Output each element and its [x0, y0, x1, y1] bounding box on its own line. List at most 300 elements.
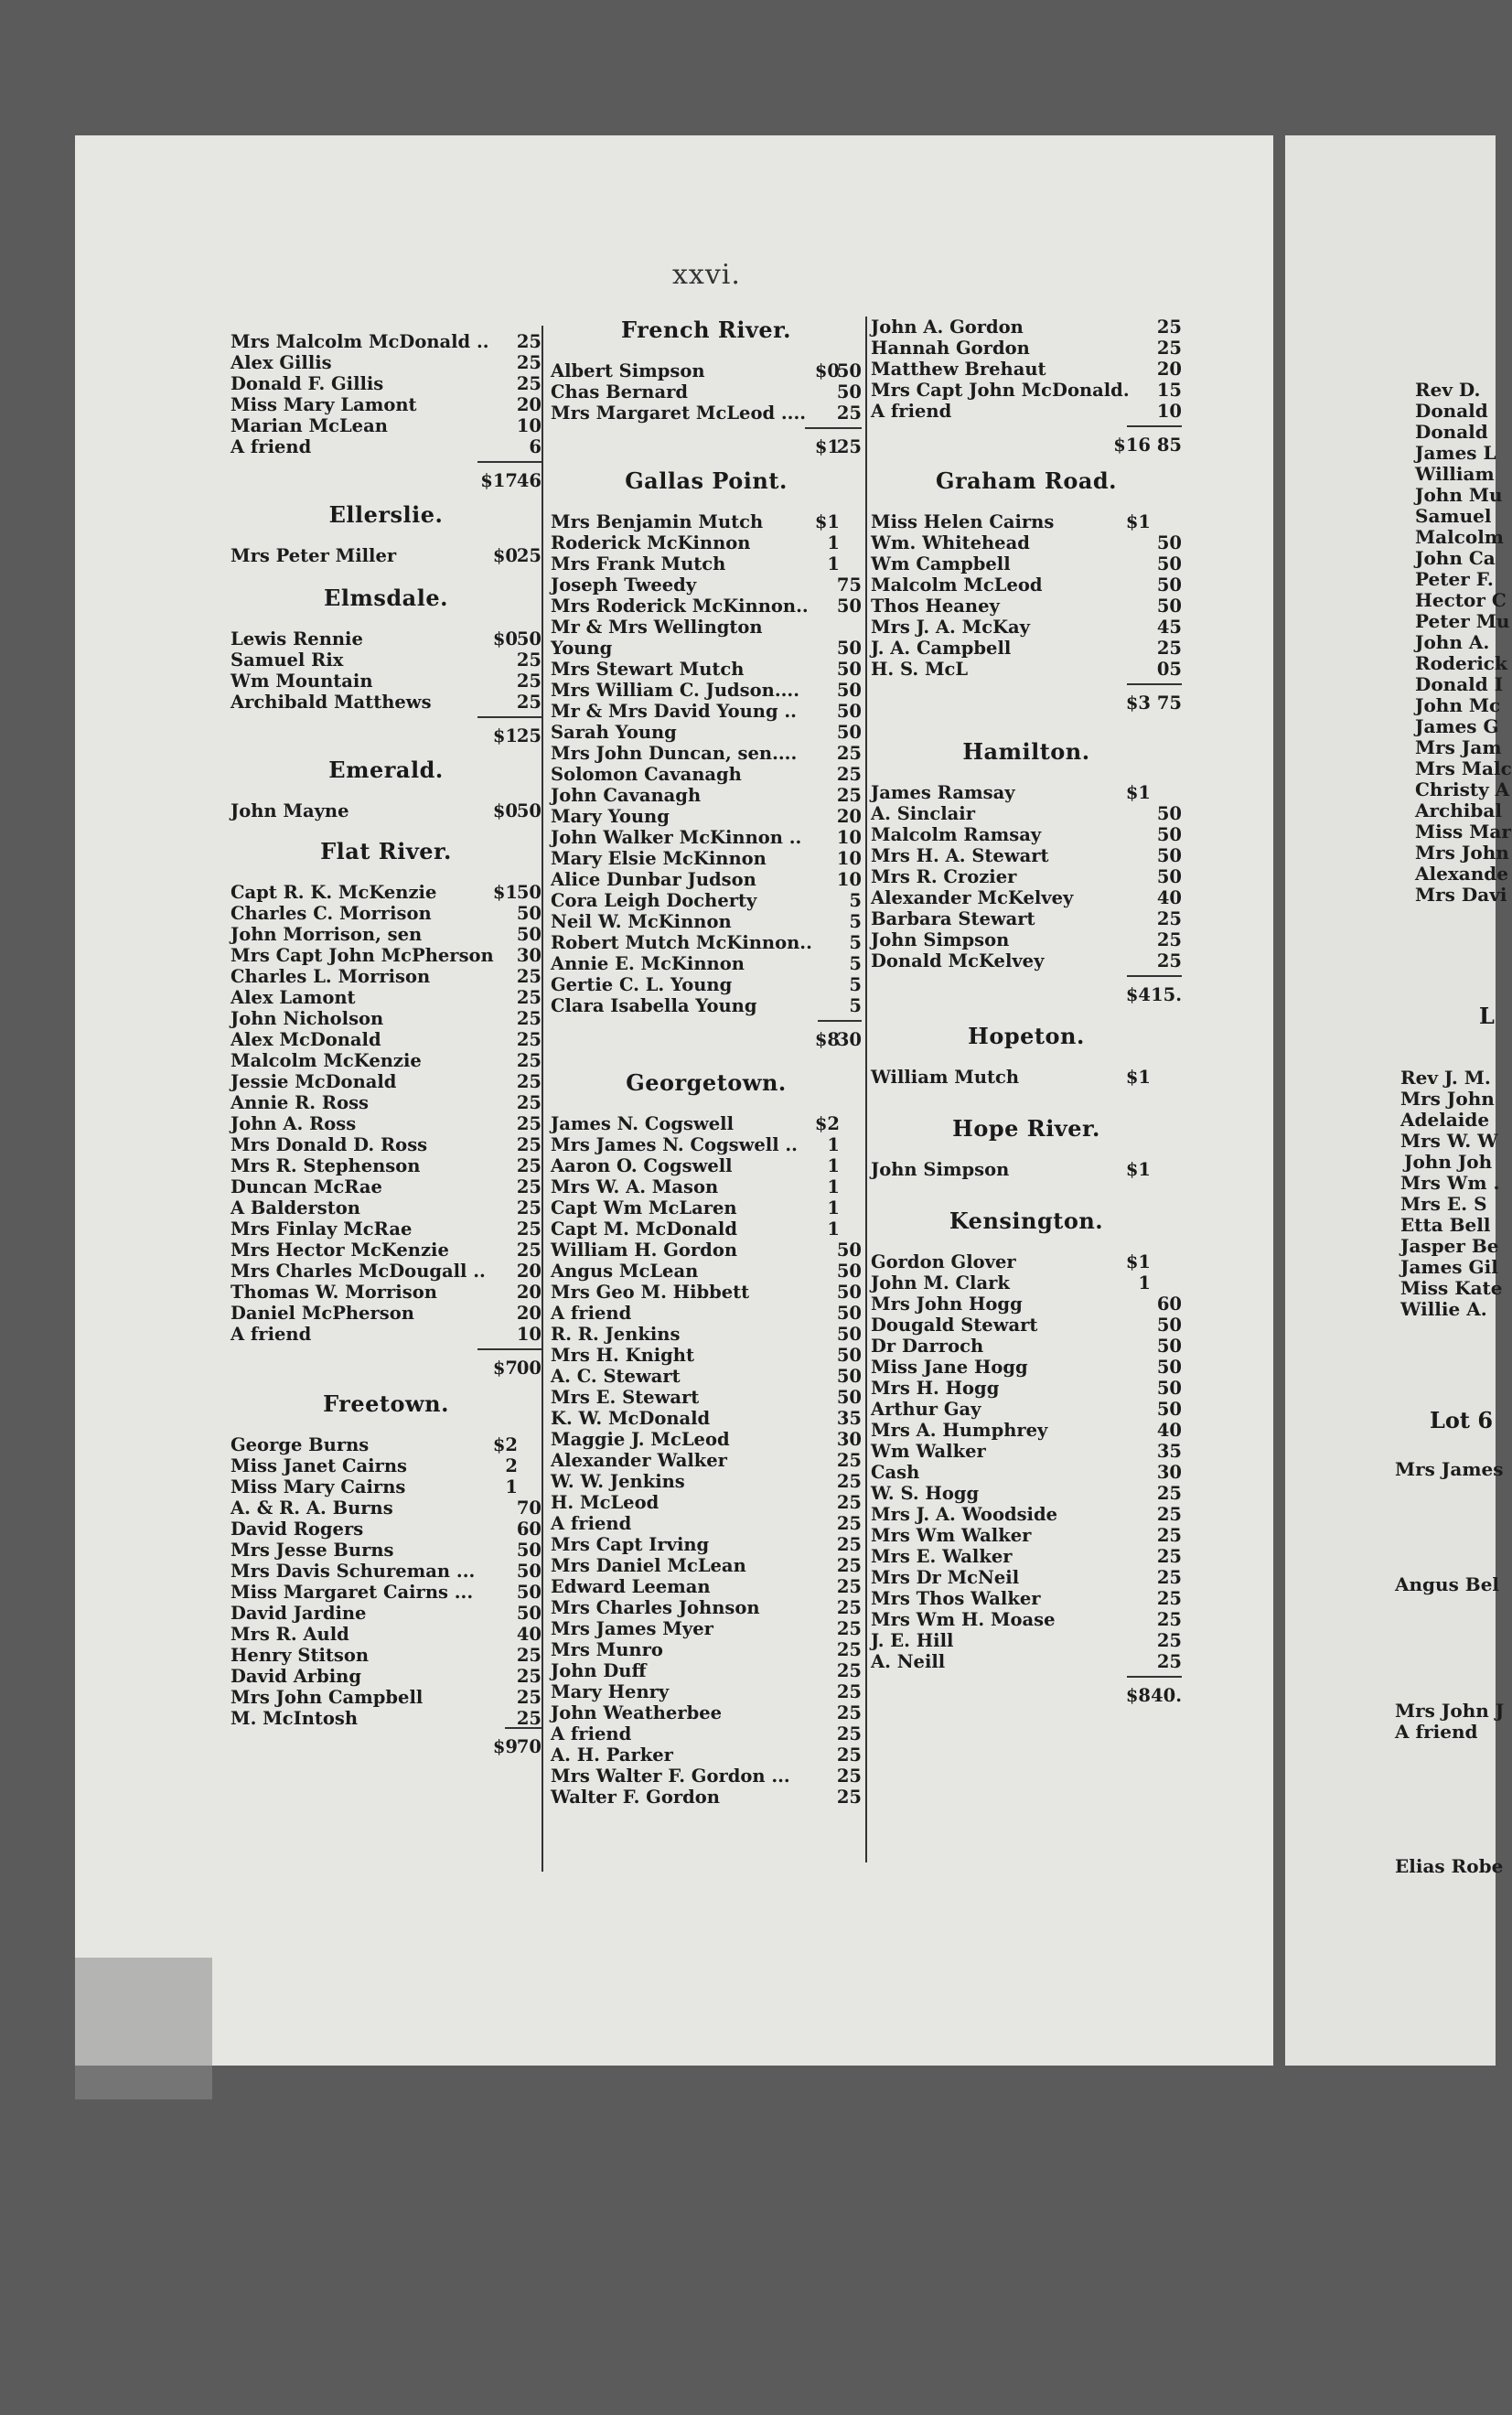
section-heading: Hope River.	[952, 1115, 1100, 1142]
list-item: Roderick	[1415, 652, 1507, 674]
donor-name: Alexander Walker	[551, 1450, 727, 1471]
donor-name: Mary Elsie McKinnon	[551, 848, 767, 869]
list-item	[871, 887, 1182, 909]
donor-name: Alice Dunbar Judson	[551, 869, 756, 890]
total-cents: 70	[516, 1736, 542, 1757]
donor-name: Young	[551, 638, 613, 659]
list-item	[871, 1067, 1182, 1089]
list-item	[551, 827, 862, 849]
list-item: Mrs Jam	[1415, 736, 1502, 758]
list-item	[551, 381, 862, 403]
amount-cents: 25	[516, 1197, 542, 1218]
donor-name: Mrs John Duncan, sen....	[551, 743, 798, 764]
list-item	[551, 701, 862, 723]
donor-name: Sarah Young	[551, 722, 677, 743]
list-item	[551, 360, 862, 382]
donor-name: Daniel McPherson	[231, 1303, 414, 1324]
list-item	[551, 1324, 862, 1346]
list-item	[551, 638, 862, 660]
donor-name: Thomas W. Morrison	[231, 1282, 437, 1303]
amount-cents: 50	[836, 722, 862, 743]
amount-cents: 50	[836, 701, 862, 722]
amount-cents: 5	[849, 974, 862, 995]
list-item	[871, 1378, 1182, 1400]
list-item	[871, 1567, 1182, 1589]
donor-name: M. McIntosh	[231, 1708, 359, 1729]
list-item	[231, 1324, 542, 1346]
amount-dollars: 1	[827, 1155, 840, 1176]
amount-cents: 25	[516, 1008, 542, 1029]
list-item	[551, 1723, 862, 1745]
donor-name: Gordon Glover	[871, 1251, 1016, 1272]
list-item: Christy A	[1415, 778, 1510, 800]
donor-name: Mrs R. Auld	[231, 1624, 349, 1645]
donor-name: Mrs Roderick McKinnon..	[551, 596, 809, 617]
amount-cents: 10	[836, 827, 862, 848]
donor-name: Wm Mountain	[231, 671, 373, 692]
list-item	[231, 945, 542, 967]
donor-name: Archibald Matthews	[231, 692, 432, 713]
section-total	[231, 1736, 542, 1760]
donor-name: Charles C. Morrison	[231, 903, 432, 924]
donor-name: J. E. Hill	[871, 1630, 954, 1651]
amount-cents: 50	[516, 800, 542, 821]
donor-name: Jessie McDonald	[231, 1071, 397, 1092]
list-item	[551, 785, 862, 807]
total-dollars: $8	[814, 1029, 840, 1050]
total-cents: 85	[1156, 435, 1182, 456]
section-total	[551, 436, 862, 460]
amount-dollars: 1	[1138, 1272, 1151, 1293]
donor-name: Neil W. McKinnon	[551, 911, 732, 932]
donor-name: Malcolm McLeod	[871, 574, 1043, 596]
list-item	[551, 617, 862, 639]
list-item: Peter Mu	[1415, 610, 1510, 632]
list-item	[871, 317, 1182, 338]
donor-name: A. Neill	[871, 1651, 946, 1672]
list-item	[231, 1624, 542, 1646]
list-item: John Joh	[1404, 1151, 1493, 1173]
amount-cents: 25	[836, 1555, 862, 1576]
amount-cents: 50	[1156, 824, 1182, 845]
amount-cents: 20	[836, 806, 862, 827]
amount-cents: 10	[1156, 401, 1182, 422]
list-item: James L	[1415, 442, 1496, 464]
amount-cents: 50	[836, 680, 862, 701]
donor-name: Thos Heaney	[871, 596, 1000, 617]
list-item	[551, 1155, 862, 1177]
list-item	[231, 1603, 542, 1625]
donor-name: Mrs Charles Johnson	[551, 1597, 760, 1618]
total-cents: 00	[516, 1358, 542, 1379]
amount-cents: 50	[1156, 532, 1182, 553]
list-item	[551, 402, 862, 424]
donor-name: Alex Lamont	[231, 987, 356, 1008]
donor-name: Mrs James Myer	[551, 1618, 713, 1639]
amount-cents: 50	[516, 882, 542, 903]
amount-cents: 25	[1156, 1483, 1182, 1504]
list-item: Rev J. M.	[1400, 1067, 1491, 1089]
donor-name: Miss Janet Cairns	[231, 1455, 407, 1476]
list-item: William	[1415, 463, 1495, 485]
column-2	[551, 317, 862, 1872]
donor-name: Gertie C. L. Young	[551, 974, 733, 995]
list-item	[231, 987, 542, 1009]
amount-cents: 25	[516, 1050, 542, 1071]
donor-name: Barbara Stewart	[871, 908, 1035, 929]
amount-cents: 15	[1156, 380, 1182, 401]
amount-cents: 50	[516, 1582, 542, 1603]
amount-cents: 50	[516, 1540, 542, 1561]
donor-name: Robert Mutch McKinnon..	[551, 932, 812, 953]
amount-cents: 25	[1156, 638, 1182, 659]
list-item	[231, 1155, 542, 1177]
list-item	[551, 1450, 862, 1472]
list-item	[551, 1218, 862, 1240]
amount-cents: 25	[836, 1534, 862, 1555]
amount-cents: 25	[516, 1113, 542, 1134]
list-item	[871, 1651, 1182, 1673]
list-item	[871, 1609, 1182, 1631]
amount-cents: 25	[836, 1660, 862, 1681]
donor-name: Alex Gillis	[231, 352, 332, 373]
list-item: Mrs John	[1415, 842, 1509, 864]
amount-cents: 25	[1156, 338, 1182, 359]
amount-cents: 25	[516, 692, 542, 713]
list-item: Mrs E. S	[1400, 1193, 1487, 1215]
donor-name: Mrs E. Walker	[871, 1546, 1013, 1567]
donor-name: Mrs Wm H. Moase	[871, 1609, 1056, 1630]
donor-name: Matthew Brehaut	[871, 359, 1046, 380]
list-item: John Ca	[1415, 547, 1496, 569]
donor-name: Duncan McRae	[231, 1176, 382, 1197]
donor-name: Mrs H. Hogg	[871, 1378, 1000, 1399]
amount-cents: 50	[836, 1324, 862, 1345]
donor-name: Chas Bernard	[551, 381, 688, 402]
amount-cents: 50	[1156, 866, 1182, 887]
list-item: Willie A.	[1400, 1298, 1487, 1320]
total-rule	[1127, 683, 1182, 685]
list-item	[551, 764, 862, 786]
list-item: Mrs Wm .	[1400, 1172, 1500, 1194]
donor-name: H. McLeod	[551, 1492, 659, 1513]
amount-dollars: $0	[492, 800, 518, 821]
total-cents: 25	[516, 725, 542, 746]
section-heading: Kensington.	[949, 1208, 1104, 1234]
amount-cents: 25	[516, 1029, 542, 1050]
donor-name: David Rogers	[231, 1519, 364, 1540]
amount-dollars: $2	[492, 1434, 518, 1455]
donor-name: Malcolm Ramsay	[871, 824, 1042, 845]
donor-name: Mrs Finlay McRae	[231, 1218, 413, 1240]
list-item	[231, 1261, 542, 1283]
donor-name: William H. Gordon	[551, 1240, 737, 1261]
amount-cents: 35	[836, 1408, 862, 1429]
amount-cents: 50	[836, 381, 862, 402]
section-total	[231, 1358, 542, 1381]
amount-cents: 20	[516, 1261, 542, 1282]
list-item	[231, 1050, 542, 1072]
donor-name: Mrs John Campbell	[231, 1687, 424, 1708]
section-total	[231, 725, 542, 749]
list-item	[871, 1420, 1182, 1442]
list-item: Hector C	[1415, 589, 1507, 611]
total-cents: 30	[836, 1029, 862, 1050]
list-item	[871, 359, 1182, 381]
amount-cents: 20	[516, 1303, 542, 1324]
list-item	[871, 574, 1182, 596]
list-item: Miss Kate	[1400, 1277, 1503, 1299]
total-rule	[477, 1348, 542, 1350]
total-rule	[805, 427, 862, 429]
list-item: Rev D.	[1415, 379, 1481, 401]
list-item	[551, 1513, 862, 1535]
section-heading: Emerald.	[328, 757, 444, 783]
list-item: James Gil	[1400, 1256, 1498, 1278]
list-item: Elias Robe	[1395, 1855, 1504, 1877]
list-item	[551, 1134, 862, 1156]
donor-name: John A. Gordon	[871, 317, 1024, 338]
donor-name: Solomon Cavanagh	[551, 764, 742, 785]
amount-cents: 25	[1156, 950, 1182, 971]
amount-cents: 25	[836, 1639, 862, 1660]
list-item	[231, 1134, 542, 1156]
amount-cents: 50	[516, 1561, 542, 1582]
section-heading: Elmsdale.	[324, 585, 448, 611]
list-item	[231, 1561, 542, 1583]
donor-name: Mrs Capt Irving	[551, 1534, 710, 1555]
list-item	[231, 1008, 542, 1030]
amount-cents: 25	[1156, 1588, 1182, 1609]
amount-dollars: 1	[827, 1197, 840, 1218]
donor-name: David Jardine	[231, 1603, 367, 1624]
list-item: Alexande	[1415, 863, 1508, 885]
amount-cents: 25	[516, 1155, 542, 1176]
amount-cents: 5	[849, 890, 862, 911]
donor-name: William Mutch	[871, 1067, 1020, 1088]
amount-cents: 50	[516, 924, 542, 945]
donor-name: A. Sinclair	[871, 803, 975, 824]
section-total	[871, 984, 1182, 1008]
amount-dollars: 1	[827, 532, 840, 553]
donor-name: Mrs Wm Walker	[871, 1525, 1032, 1546]
donor-name: Mrs Hector McKenzie	[231, 1240, 449, 1261]
amount-cents: 10	[516, 415, 542, 436]
amount-cents: 50	[836, 1261, 862, 1282]
donor-name: Marian McLean	[231, 415, 388, 436]
donor-name: Angus McLean	[551, 1261, 699, 1282]
amount-cents: 25	[516, 1092, 542, 1113]
list-item: Archibal	[1415, 800, 1502, 821]
amount-cents: 50	[1156, 553, 1182, 574]
amount-cents: 25	[836, 785, 862, 806]
list-item	[551, 1471, 862, 1493]
list-item	[231, 649, 542, 671]
donor-name: Mrs Benjamin Mutch	[551, 511, 764, 532]
donor-name: Mrs H. A. Stewart	[871, 845, 1049, 866]
amount-dollars: 1	[827, 1218, 840, 1240]
donor-name: Wm. Whitehead	[871, 532, 1030, 553]
amount-cents: 30	[1156, 1462, 1182, 1483]
list-item	[871, 1399, 1182, 1421]
list-item	[231, 903, 542, 925]
donor-name: Mrs John Hogg	[871, 1293, 1023, 1315]
amount-cents: 50	[836, 1240, 862, 1261]
section-total	[231, 470, 542, 494]
donor-name: David Arbing	[231, 1666, 361, 1687]
list-item	[231, 924, 542, 946]
donor-name: John Mayne	[231, 800, 349, 821]
donor-name: John A. Ross	[231, 1113, 357, 1134]
donor-name: James Ramsay	[871, 782, 1015, 803]
donor-name: K. W. McDonald	[551, 1408, 711, 1429]
list-item	[871, 1159, 1182, 1181]
list-item	[871, 1251, 1182, 1273]
donor-name: John Cavanagh	[551, 785, 702, 806]
amount-cents: 30	[516, 945, 542, 966]
list-item: John Mu	[1415, 484, 1503, 506]
amount-dollars: 1	[505, 1476, 518, 1497]
list-item	[551, 532, 862, 554]
column-1	[231, 331, 542, 1841]
amount-cents: 40	[516, 1624, 542, 1645]
amount-cents: 50	[836, 1366, 862, 1387]
amount-cents: 25	[516, 1645, 542, 1666]
donor-name: Mrs Munro	[551, 1639, 663, 1660]
list-item: Mrs Malc	[1415, 757, 1512, 779]
list-item	[231, 1282, 542, 1304]
list-item	[551, 1681, 862, 1703]
donor-name: Mrs Frank Mutch	[551, 553, 726, 574]
list-item	[551, 574, 862, 596]
amount-dollars: $0	[492, 628, 518, 649]
amount-cents: 25	[516, 1687, 542, 1708]
amount-dollars: $2	[814, 1113, 840, 1134]
amount-cents: 25	[836, 1744, 862, 1766]
amount-cents: 25	[836, 1576, 862, 1597]
donor-name: A. C. Stewart	[551, 1366, 681, 1387]
amount-cents: 05	[1156, 659, 1182, 680]
list-item	[231, 1240, 542, 1261]
amount-cents: 20	[1156, 359, 1182, 380]
list-item	[551, 511, 862, 533]
list-item	[231, 1645, 542, 1667]
total-dollars: $1	[492, 725, 518, 746]
donor-name: W. S. Hogg	[871, 1483, 980, 1504]
donor-name: Mary Young	[551, 806, 670, 827]
amount-cents: 25	[1156, 1546, 1182, 1567]
list-item	[871, 1315, 1182, 1336]
amount-cents: 60	[1156, 1293, 1182, 1315]
section-heading: Graham Road.	[935, 467, 1118, 494]
list-item	[551, 1408, 862, 1430]
list-item	[551, 722, 862, 744]
donor-name: Mrs William C. Judson....	[551, 680, 799, 701]
amount-cents: 50	[836, 360, 862, 381]
donor-name: Albert Simpson	[551, 360, 705, 381]
list-item	[231, 1540, 542, 1562]
amount-cents: 50	[1156, 1315, 1182, 1336]
amount-dollars: $1	[1125, 1067, 1151, 1088]
donor-name: Wm Walker	[871, 1441, 986, 1462]
list-item	[231, 1455, 542, 1477]
amount-cents: 25	[1156, 908, 1182, 929]
amount-cents: 25	[1156, 1651, 1182, 1672]
donor-name: Miss Margaret Cairns ...	[231, 1582, 474, 1603]
list-item	[871, 1546, 1182, 1568]
donor-name: W. W. Jenkins	[551, 1471, 685, 1492]
right-page	[1285, 135, 1512, 2066]
list-item	[551, 1744, 862, 1766]
amount-cents: 50	[836, 1387, 862, 1408]
list-item	[231, 1519, 542, 1540]
amount-cents: 10	[836, 869, 862, 890]
page-number: xxvi.	[672, 259, 741, 291]
donor-name: A. & R. A. Burns	[231, 1497, 393, 1519]
donor-name: Arthur Gay	[871, 1399, 981, 1420]
list-item	[231, 1176, 542, 1198]
amount-cents: 5	[849, 911, 862, 932]
total-dollars: $8	[1125, 1685, 1151, 1706]
donor-name: George Burns	[231, 1434, 370, 1455]
list-item	[551, 1597, 862, 1619]
amount-cents: 25	[836, 764, 862, 785]
list-item	[551, 1282, 862, 1304]
list-item	[871, 929, 1182, 951]
list-item	[231, 1092, 542, 1114]
amount-dollars: $0	[492, 545, 518, 566]
amount-cents: 25	[836, 402, 862, 424]
list-item	[871, 803, 1182, 825]
donor-name: Roderick McKinnon	[551, 532, 751, 553]
list-item	[871, 1272, 1182, 1294]
amount-cents: 50	[836, 1345, 862, 1366]
amount-cents: 25	[516, 1134, 542, 1155]
list-item	[551, 743, 862, 765]
list-item	[231, 1071, 542, 1093]
donor-name: Mrs J. A. Woodside	[871, 1504, 1058, 1525]
list-item: John Mc	[1415, 694, 1501, 716]
amount-cents: 25	[836, 1681, 862, 1702]
donor-name: Walter F. Gordon	[551, 1787, 720, 1808]
amount-cents: 50	[836, 659, 862, 680]
donor-name: Mrs Malcolm McDonald ..	[231, 331, 489, 352]
amount-cents: 25	[1156, 929, 1182, 950]
list-item: Etta Bell	[1400, 1214, 1491, 1236]
list-item	[551, 1787, 862, 1809]
amount-cents: 50	[1156, 803, 1182, 824]
donor-name: Mrs Donald D. Ross	[231, 1134, 428, 1155]
donor-name: Wm Campbell	[871, 553, 1011, 574]
amount-cents: 25	[1156, 1630, 1182, 1651]
list-item	[551, 1303, 862, 1325]
amount-cents: 60	[516, 1519, 542, 1540]
amount-dollars: $1	[1125, 1251, 1151, 1272]
donor-name: John Simpson	[871, 1159, 1010, 1180]
amount-cents: 25	[516, 966, 542, 987]
donor-name: Mrs E. Stewart	[551, 1387, 700, 1408]
amount-cents: 40	[1156, 1420, 1182, 1441]
list-item	[551, 806, 862, 828]
amount-cents: 50	[516, 903, 542, 924]
list-item	[551, 890, 862, 912]
amount-dollars: $1	[1125, 782, 1151, 803]
column-divider-2	[865, 317, 867, 1862]
amount-cents: 25	[1156, 1504, 1182, 1525]
section-heading: French River.	[621, 317, 791, 343]
total-cents: 75	[1156, 692, 1182, 714]
list-item	[231, 966, 542, 988]
